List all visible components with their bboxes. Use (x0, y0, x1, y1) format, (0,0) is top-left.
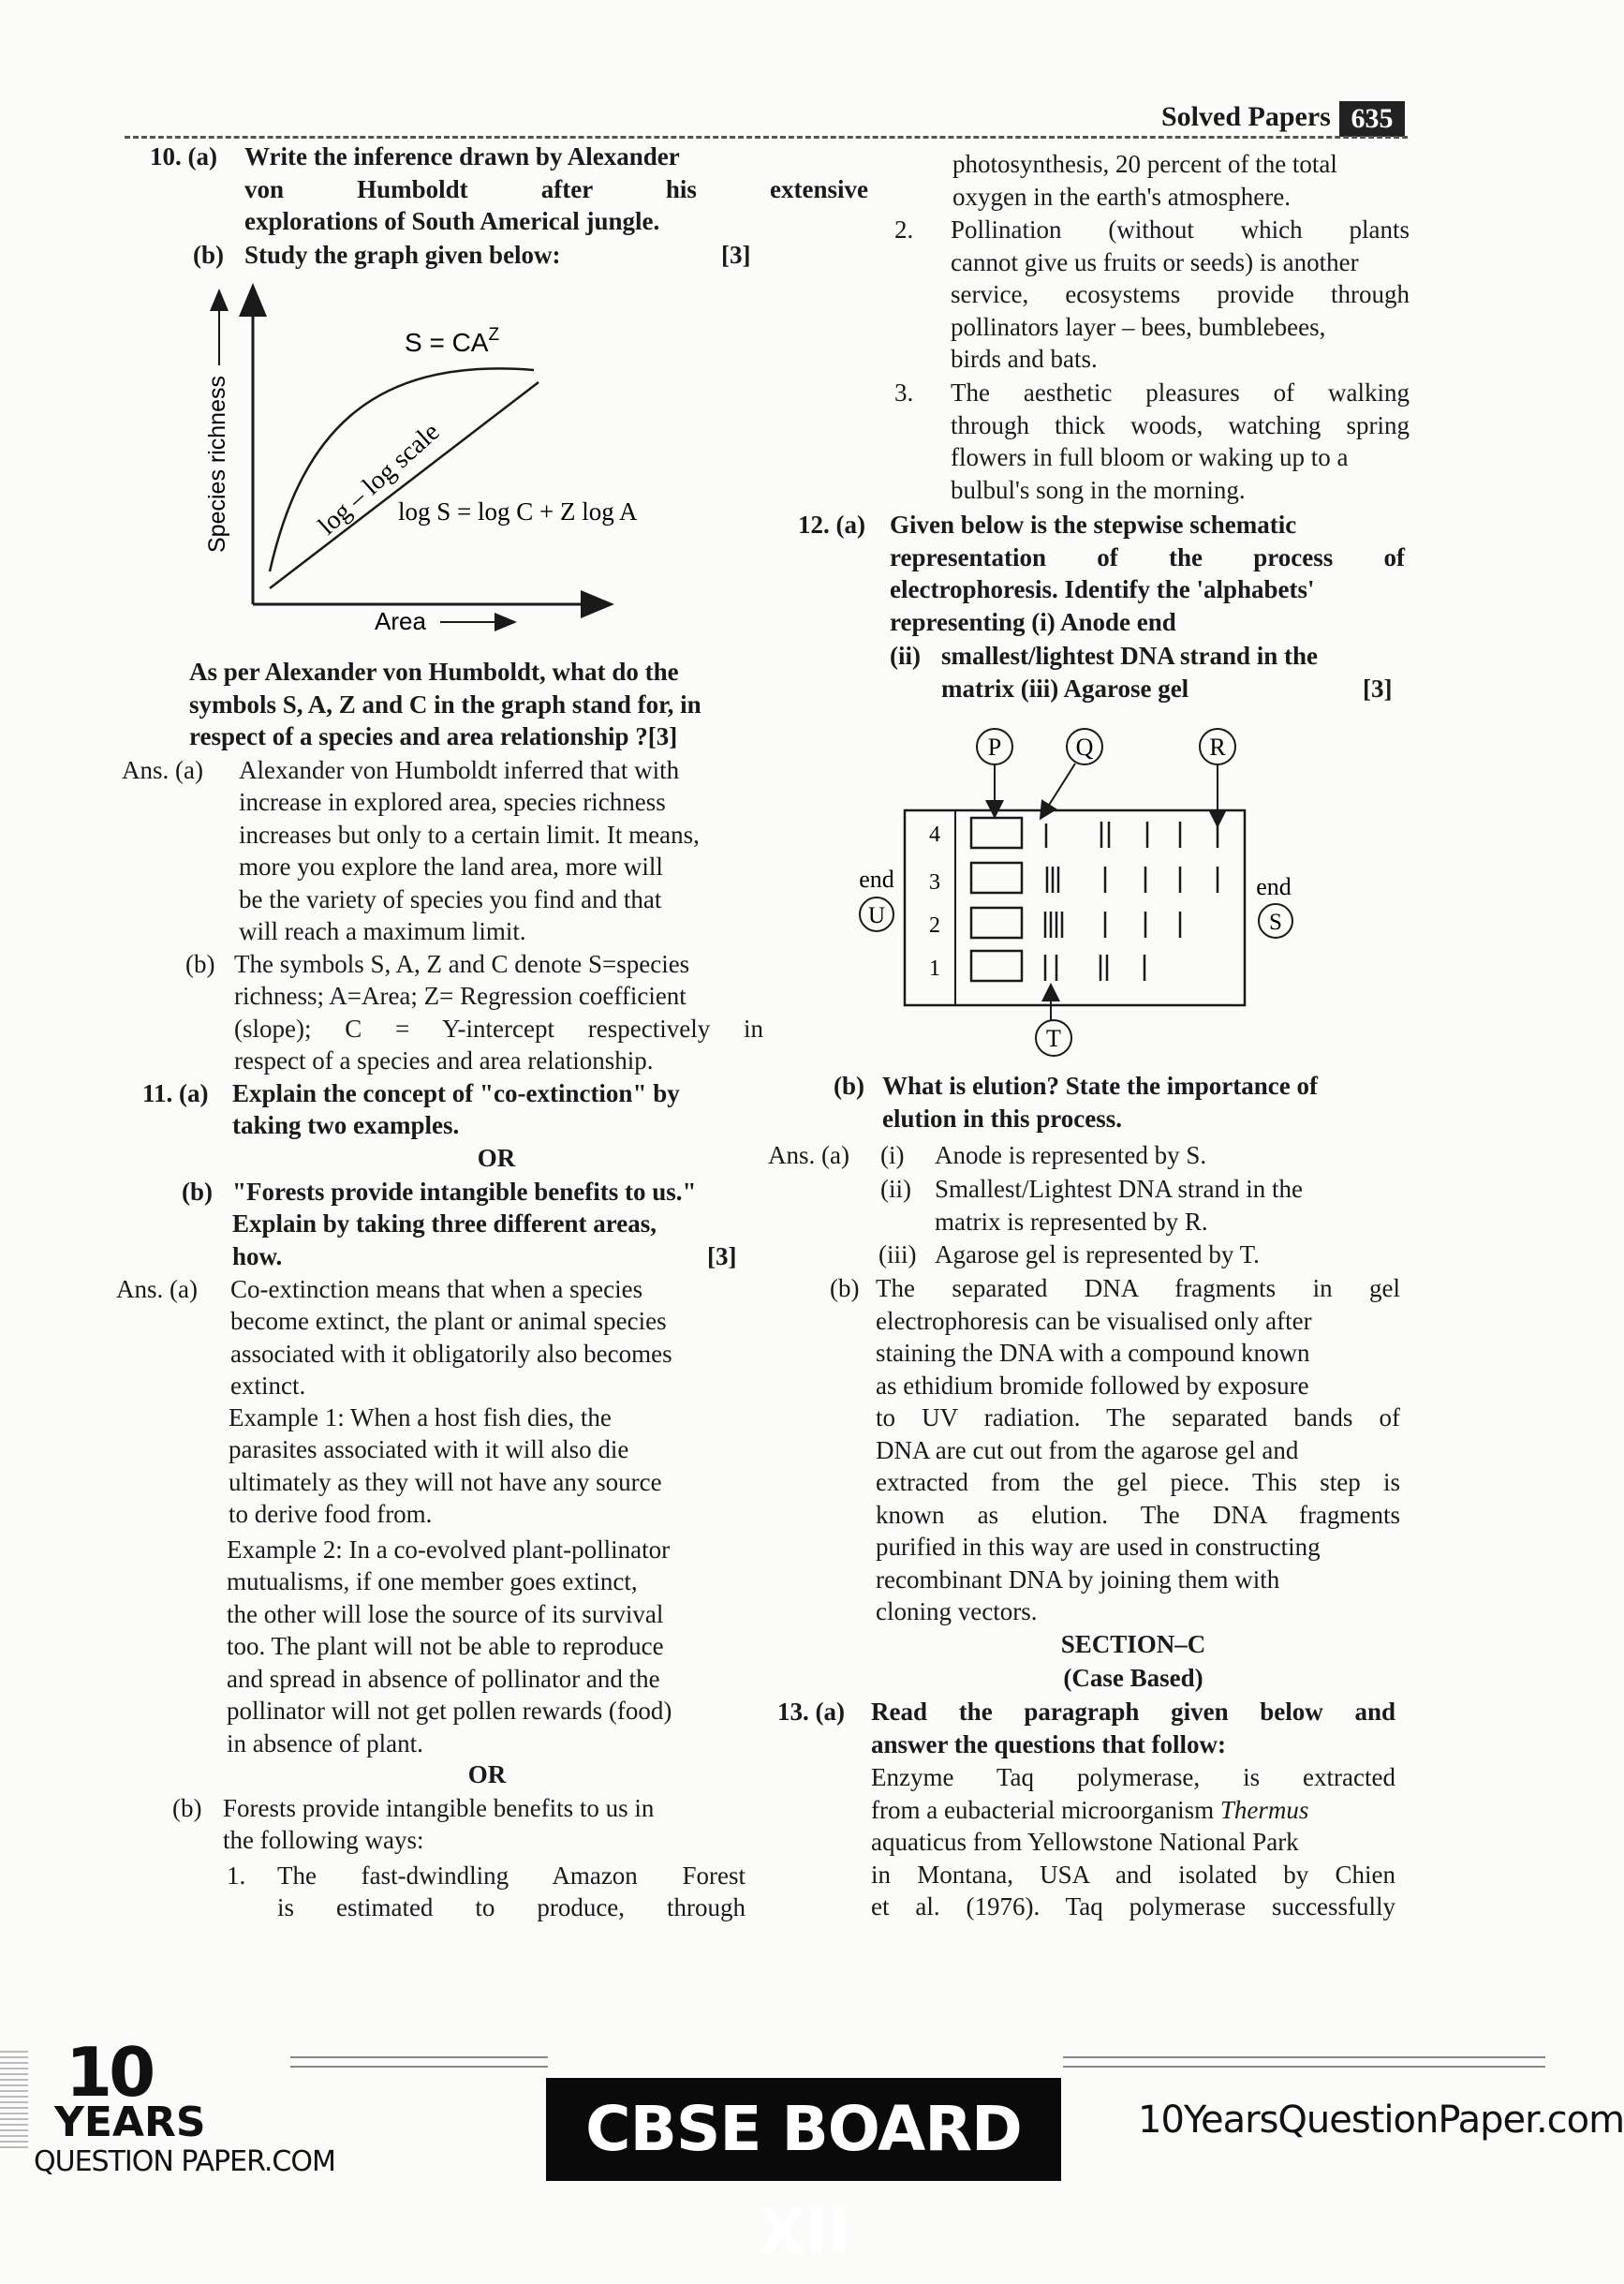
text-line: Given below is the stepwise schematic (890, 511, 1297, 539)
marks: [3] (707, 1241, 737, 1270)
text-line: flowers in full bloom or waking up to a (951, 443, 1349, 471)
question-10a (112, 141, 868, 239)
footer-rule-left (290, 2056, 548, 2058)
text-line: As per Alexander von Humboldt, what do the (189, 658, 679, 686)
right-column-cont (768, 1070, 1414, 1923)
text-line: The symbols S, A, Z and C denote S=species (234, 949, 690, 978)
text-line: more you explore the land area, more will (239, 853, 663, 881)
question-12a-ii (768, 640, 1414, 707)
text-line: service, ecosystems provide through (951, 280, 1410, 308)
question-12a (768, 509, 1414, 640)
text-line: Pollination (without which plants (951, 215, 1410, 244)
item-text (951, 377, 1410, 506)
question-text (232, 1077, 766, 1142)
text-line: known as elution. The DNA fragments (876, 1500, 1400, 1529)
question-text: Study the graph given below: (244, 241, 561, 269)
text-line: Co-extinction means that when a species (230, 1274, 643, 1303)
right-column (768, 148, 1414, 707)
text-line: representation of the process of (890, 542, 1405, 571)
text-line: the other will lose the source of its survival (227, 1599, 664, 1628)
section-title: SECTION–C (1060, 1630, 1206, 1658)
text-line: DNA are cut out from the agarose gel and (876, 1435, 1299, 1464)
text-line: Smallest/Lightest DNA strand in the (935, 1175, 1303, 1203)
text-line: What is elution? State the importance of (882, 1072, 1318, 1100)
bands-lane-1 (1045, 955, 1144, 981)
svg-text:P: P (987, 734, 1002, 761)
sub-number: (ii) (890, 642, 921, 670)
text-fragment: how. (232, 1241, 283, 1270)
text-line: in absence of plant. (227, 1728, 423, 1757)
text-line: be the variety of species you find and that (239, 884, 662, 913)
board-banner: CBSE BOARD XII (546, 2078, 1061, 2181)
text-line: (slope); C = Y-intercept respectively in (234, 1014, 763, 1043)
answer-12a (768, 1139, 1414, 1173)
item-text (277, 1860, 766, 1924)
well (971, 818, 1022, 848)
answer-11a (112, 1273, 759, 1402)
header-divider (125, 136, 1408, 139)
lane-number: 4 (929, 823, 940, 847)
question-number: 12. (a) (798, 511, 865, 539)
text-line: associated with it obligatorily also becomes (230, 1339, 672, 1368)
text-line: The fast-dwindling Amazon Forest (277, 1861, 746, 1890)
text-line: is estimated to produce, through (277, 1893, 746, 1921)
text-line: electrophoresis can be visualised only after (876, 1306, 1312, 1335)
answer-10a (112, 754, 759, 948)
svg-text:S: S (1269, 910, 1282, 935)
or-separator: OR (467, 1759, 507, 1788)
website-link[interactable]: 10YearsQuestionPaper.com (1138, 2099, 1624, 2142)
well (971, 908, 1022, 938)
answer-number: (b) (185, 949, 215, 978)
question-number: (b) (193, 241, 224, 269)
benefit-item-1 (112, 1860, 759, 1927)
case-paragraph (871, 1761, 1395, 1923)
item-number: 2. (894, 215, 914, 244)
example-2 (227, 1534, 770, 1758)
answer-number: Ans. (a) (122, 755, 203, 784)
answer-number: (b) (830, 1274, 860, 1302)
text-line: "Forests provide intangible benefits to us." (232, 1177, 697, 1206)
benefit-item-2 (768, 214, 1414, 377)
question-text (890, 509, 1405, 638)
question-text (232, 1176, 766, 1273)
footer-rule-right (1063, 2066, 1545, 2068)
text-line: et al. (1976). Taq polymerase successfully (871, 1892, 1395, 1921)
page-number: 635 (1339, 101, 1405, 137)
text-line: ultimately as they will not have any source (229, 1467, 662, 1496)
text-line: increases but only to a certain limit. It means, (239, 820, 700, 849)
svg-text:U: U (867, 903, 886, 928)
question-10b (112, 239, 759, 273)
question-number: (b) (834, 1072, 864, 1100)
text-line: increase in explored area, species richness (239, 788, 666, 816)
text-line: parasites associated with it will also die (229, 1435, 629, 1463)
running-header: Solved Papers (1161, 101, 1331, 132)
answer-11b (112, 1792, 759, 1860)
answer-text (876, 1272, 1400, 1628)
text-fragment: matrix (iii) Agarose gel (941, 674, 1189, 703)
footer-rule-left (290, 2066, 548, 2068)
text-line: The separated DNA fragments in gel (876, 1274, 1400, 1302)
example-1 (229, 1402, 767, 1534)
answer-12a-ii (768, 1173, 1414, 1238)
text-line: answer the questions that follow: (871, 1729, 1227, 1758)
sub-number: (ii) (880, 1175, 911, 1203)
sub-number: (i) (880, 1141, 905, 1169)
text-line: richness; A=Area; Z= Regression coefficient (234, 982, 687, 1010)
well (971, 863, 1022, 893)
answer-text (223, 1792, 766, 1857)
text-line (941, 673, 1410, 705)
text-line: pollinators layer – bees, bumblebees, (951, 312, 1326, 341)
text-line: Read the paragraph given below and (871, 1698, 1395, 1726)
lane-number: 2 (929, 913, 940, 938)
text-line: aquaticus from Yellowstone National Park (871, 1828, 1299, 1856)
text-line: Forests provide intangible benefits to us in (223, 1793, 655, 1822)
question-text (882, 1070, 1411, 1135)
text-line: symbols S, A, Z and C in the graph stand for, in (189, 690, 701, 719)
text-line: become extinct, the plant or animal species (230, 1307, 667, 1335)
text-line: Write the inference drawn by Alexander (244, 142, 680, 171)
text-line: purified in this way are used in constructing (876, 1533, 1321, 1561)
question-number: 11. (a) (142, 1078, 209, 1107)
answer-number: Ans. (a) (116, 1274, 198, 1303)
text-line: pollinator will not get pollen rewards (food) (227, 1697, 672, 1725)
text-line: through thick woods, watching spring (951, 410, 1410, 439)
text-line: respect of a species and area relationship. (234, 1046, 654, 1075)
answer-number: (b) (172, 1793, 202, 1822)
curve-label: $S = CA^Z$ (405, 325, 500, 357)
answer-number: Ans. (a) (768, 1141, 849, 1169)
electrophoresis-diagram (843, 726, 1311, 1063)
answer-text (230, 1273, 764, 1402)
text-line: and spread in absence of pollinator and the (227, 1664, 660, 1693)
text-line: cannot give us fruits or seeds) is another (951, 247, 1359, 276)
footer-rule-right (1063, 2056, 1545, 2058)
text-line: too. The plant will not be able to reproduce (227, 1632, 664, 1660)
line-equation: log S = log C + Z log A (398, 497, 638, 526)
question-11a (112, 1077, 759, 1142)
label-T (1036, 1020, 1071, 1056)
answer-12b (768, 1272, 1414, 1628)
text-line: birds and bats. (951, 345, 1098, 373)
logo-number: 10 (66, 2033, 153, 2112)
answer-10b (112, 948, 763, 1077)
svg-text:T: T (1046, 1025, 1061, 1052)
label-S (1259, 904, 1292, 938)
text-line: oxygen in the earth's atmosphere. (952, 182, 1292, 211)
bands-lane-2 (1045, 912, 1180, 938)
answer-text (234, 948, 768, 1077)
text-line: extinct. (230, 1372, 306, 1400)
lane-number: 3 (929, 870, 940, 895)
label-P (977, 729, 1012, 764)
lane-number: 1 (929, 957, 940, 981)
text-line: matrix is represented by R. (935, 1207, 1208, 1236)
left-column-cont (112, 656, 763, 1927)
sub-number: (iii) (878, 1240, 917, 1268)
question-10-text (189, 656, 751, 753)
question-11b (112, 1176, 759, 1273)
species-area-graph (187, 272, 638, 646)
sub-text (941, 640, 1410, 704)
svg-text:Q: Q (1075, 734, 1094, 761)
well (971, 951, 1022, 981)
footer-stripes (0, 2047, 28, 2150)
text-line: bulbul's song in the morning. (951, 475, 1246, 504)
text-line: cloning vectors. (876, 1597, 1038, 1625)
question-13a (768, 1696, 1414, 1761)
text-line: respect of a species and area relationship ?[3] (189, 722, 678, 750)
text-line: the following ways: (223, 1826, 424, 1854)
logo-years: YEARS (54, 2099, 206, 2146)
log-log-scale-label: log – log scale (312, 417, 446, 541)
logo-site: QUESTION PAPER.COM (34, 2145, 335, 2178)
text-line: mutualisms, if one member goes extinct, (227, 1567, 638, 1595)
text-line: extracted from the gel piece. This step is (876, 1468, 1400, 1496)
text-line: to derive food from. (229, 1500, 433, 1528)
text-line: von Humboldt after his extensive (244, 174, 868, 203)
text-line (871, 1794, 1395, 1827)
label-U (860, 897, 893, 931)
question-number: 13. (a) (777, 1698, 845, 1726)
text-line: recombinant DNA by joining them with (876, 1565, 1280, 1594)
section-subtitle: (Case Based) (1063, 1664, 1203, 1692)
text-line: Explain the concept of "co-extinction" by (232, 1078, 680, 1107)
text-line: Example 2: In a co-evolved plant-pollinator (227, 1535, 671, 1564)
text-line: smallest/lightest DNA strand in the (941, 642, 1319, 670)
svg-text:R: R (1209, 734, 1226, 761)
text-line: to UV radiation. The separated bands of (876, 1403, 1400, 1431)
marks: [3] (721, 241, 751, 269)
text-line: Explain by taking three different areas, (232, 1209, 657, 1238)
text-line: Enzyme Taq polymerase, is extracted (871, 1763, 1395, 1791)
label-R (1200, 729, 1235, 764)
log-log-line (270, 382, 539, 588)
or-separator: OR (477, 1143, 516, 1172)
left-column (112, 141, 868, 273)
answer-text: Agarose gel is represented by T. (935, 1240, 1260, 1268)
text-line: Alexander von Humboldt inferred that with (239, 755, 680, 784)
text-fragment: from a eubacterial microorganism (871, 1795, 1220, 1824)
y-axis-label: Species richness (204, 376, 230, 553)
text-line: as ethidium bromide followed by exposure (876, 1371, 1309, 1400)
end-left-label: end (859, 866, 894, 893)
question-12b (768, 1070, 1414, 1139)
text-line: Example 1: When a host fish dies, the (229, 1402, 612, 1431)
x-axis-label: Area (375, 607, 426, 635)
text-line: taking two examples. (232, 1111, 460, 1139)
italic-term: Thermus (1219, 1795, 1309, 1824)
label-Q (1067, 729, 1102, 764)
benefit-item-1-cont (952, 148, 1411, 214)
text-line: elution in this process. (882, 1104, 1123, 1133)
answer-text (935, 1173, 1403, 1238)
pointer-Q (1041, 764, 1075, 817)
text-line: representing (i) Anode end (890, 607, 1176, 636)
text-line: will reach a maximum limit. (239, 917, 526, 945)
answer-12a-iii (768, 1238, 1414, 1272)
question-number: (b) (182, 1177, 213, 1206)
text-line: photosynthesis, 20 percent of the total (952, 150, 1337, 178)
text-line: explorations of South Americal jungle. (244, 207, 660, 235)
text-line (232, 1240, 766, 1273)
benefit-item-3 (768, 377, 1414, 509)
bands-lane-3 (1047, 867, 1218, 893)
marks: [3] (1363, 674, 1393, 703)
answer-text (239, 754, 763, 948)
question-text (871, 1696, 1395, 1760)
question-number: 10. (a) (150, 142, 217, 171)
text-line: staining the DNA with a compound known (876, 1339, 1310, 1367)
item-number: 3. (894, 378, 914, 407)
text-line: in Montana, USA and isolated by Chien (871, 1860, 1395, 1889)
text-line: The aesthetic pleasures of walking (951, 378, 1410, 407)
bands-lane-4 (1046, 822, 1218, 848)
item-number: 1. (227, 1861, 246, 1890)
item-text (951, 214, 1410, 376)
end-right-label: end (1256, 873, 1292, 900)
answer-text: Anode is represented by S. (935, 1141, 1207, 1169)
text-line: electrophoresis. Identify the 'alphabets' (890, 575, 1315, 603)
